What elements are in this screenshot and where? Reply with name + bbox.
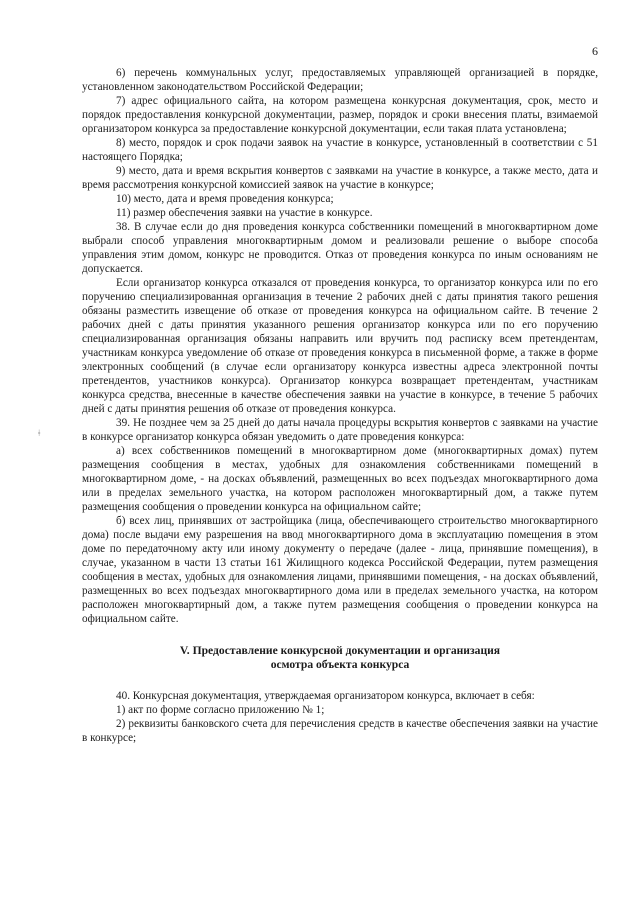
paragraph-clause-39-b: б) всех лиц, принявших от застройщика (лица, обеспечивающего строительство многоквартирного дома) после выдачи ему разрешения на ввод многоквартирного дома в эксплуатацию помещения в этом доме по передаточному акту или иному документу о передаче (далее - лица, принявшие помещения), в случае, указанном в части 13 статьи 161 Жилищного кодекса Российской Федерации, путем размещения сообщения в местах, удобных для ознакомления лицами, принявшими помещения, - на досках объявлений, размещенных во всех подъездах многоквартирного дома или в пределах земельного участка, на котором расположен многоквартирный дом, а также путем размещения сообщения о проведении конкурса на официальном сайте. [82,515,598,625]
section-heading [82,644,598,672]
paragraph-refusal-notice: Если организатор конкурса отказался от проведения конкурса, то организатор конкурса или по его поручению специализированная организация в течение 2 рабочих дней с даты принятия такого решения обязаны разместить извещение об отказе от проведения конкурса на официальном сайте. В течение 2 рабочих дней с даты принятия указанного решения организатор конкурса или по его поручению специализированная организация обязаны направить или вручить под расписку всем претендентам, участникам конкурса уведомление об отказе от проведения конкурса в письменной форме, а также в форме электронных сообщений (в случае если организатору конкурса известны адреса электронной почты претендентов, участников конкурса). Организатор конкурса возвращает претендентам, участникам конкурса средства, внесенные в качестве обеспечения заявки на участие в конкурсе, в течение 5 рабочих дней с даты принятия решения об отказе от проведения конкурса. [82,277,598,415]
section-heading-line-1: V. Предоставление конкурсной документации и организация [179,644,501,657]
paragraph-item-8: 8) место, порядок и срок подачи заявок на участие в конкурсе, установленный в соответствии с 51 настоящего Порядка; [82,137,598,163]
paragraph-clause-40: 40. Конкурсная документация, утверждаемая организатором конкурса, включает в себя: [116,690,535,702]
paragraph-clause-39: 39. Не позднее чем за 25 дней до даты начала процедуры вскрытия конвертов с заявками на участие в конкурсе организатор конкурса обязан уведомить о дате проведения конкурса: [82,417,598,443]
paragraph-item-10: 10) место, дата и время проведения конкурса; [116,193,334,205]
paragraph-item-9: 9) место, дата и время вскрытия конвертов с заявками на участие в конкурсе, а также место, дата и время рассмотрения конкурсной комиссией заявок на участие в конкурсе; [82,165,598,191]
paragraph-clause-40-2: 2) реквизиты банковского счета для перечисления средств в качестве обеспечения заявки на участие в конкурсе; [82,718,598,744]
paragraph-clause-39-a: а) всех собственников помещений в многоквартирном доме (многоквартирных домах) путем размещения сообщения в местах, удобных для ознакомления собственниками помещений в многоквартирном доме, - на досках объявлений, размещенных во всех подъездах многоквартирного дома или в пределах земельного участка, на котором расположен многоквартирный дом, а также путем размещения сообщения о проведении конкурса на официальном сайте; [82,445,598,513]
document-body [82,66,598,745]
paragraph-item-7: 7) адрес официального сайта, на котором размещена конкурсная документация, срок, место и порядок предоставления конкурсной документации, размер, порядок и сроки внесения платы, взимаемой организатором конкурса за предоставление конкурсной документации, если такая плата установлена; [82,95,598,135]
section-heading-line-2: осмотра объекта конкурса [270,658,410,671]
page-number: 6 [592,44,598,58]
paragraph-item-11: 11) размер обеспечения заявки на участие в конкурсе. [116,207,373,219]
paragraph-clause-40-1: 1) акт по форме согласно приложению № 1; [116,704,325,716]
paragraph-item-6: 6) перечень коммунальных услуг, предоставляемых управляющей организацией в порядке, установленном законодательством Российской Федерации; [82,67,598,93]
margin-mark: ǂ [38,428,41,438]
paragraph-clause-38: 38. В случае если до дня проведения конкурса собственники помещений в многоквартирном доме выбрали способ управления многоквартирным домом и реализовали решение о выборе способа управления этим домом, конкурс не проводится. Отказ от проведения конкурса по иным основаниям не допускается. [82,221,598,275]
